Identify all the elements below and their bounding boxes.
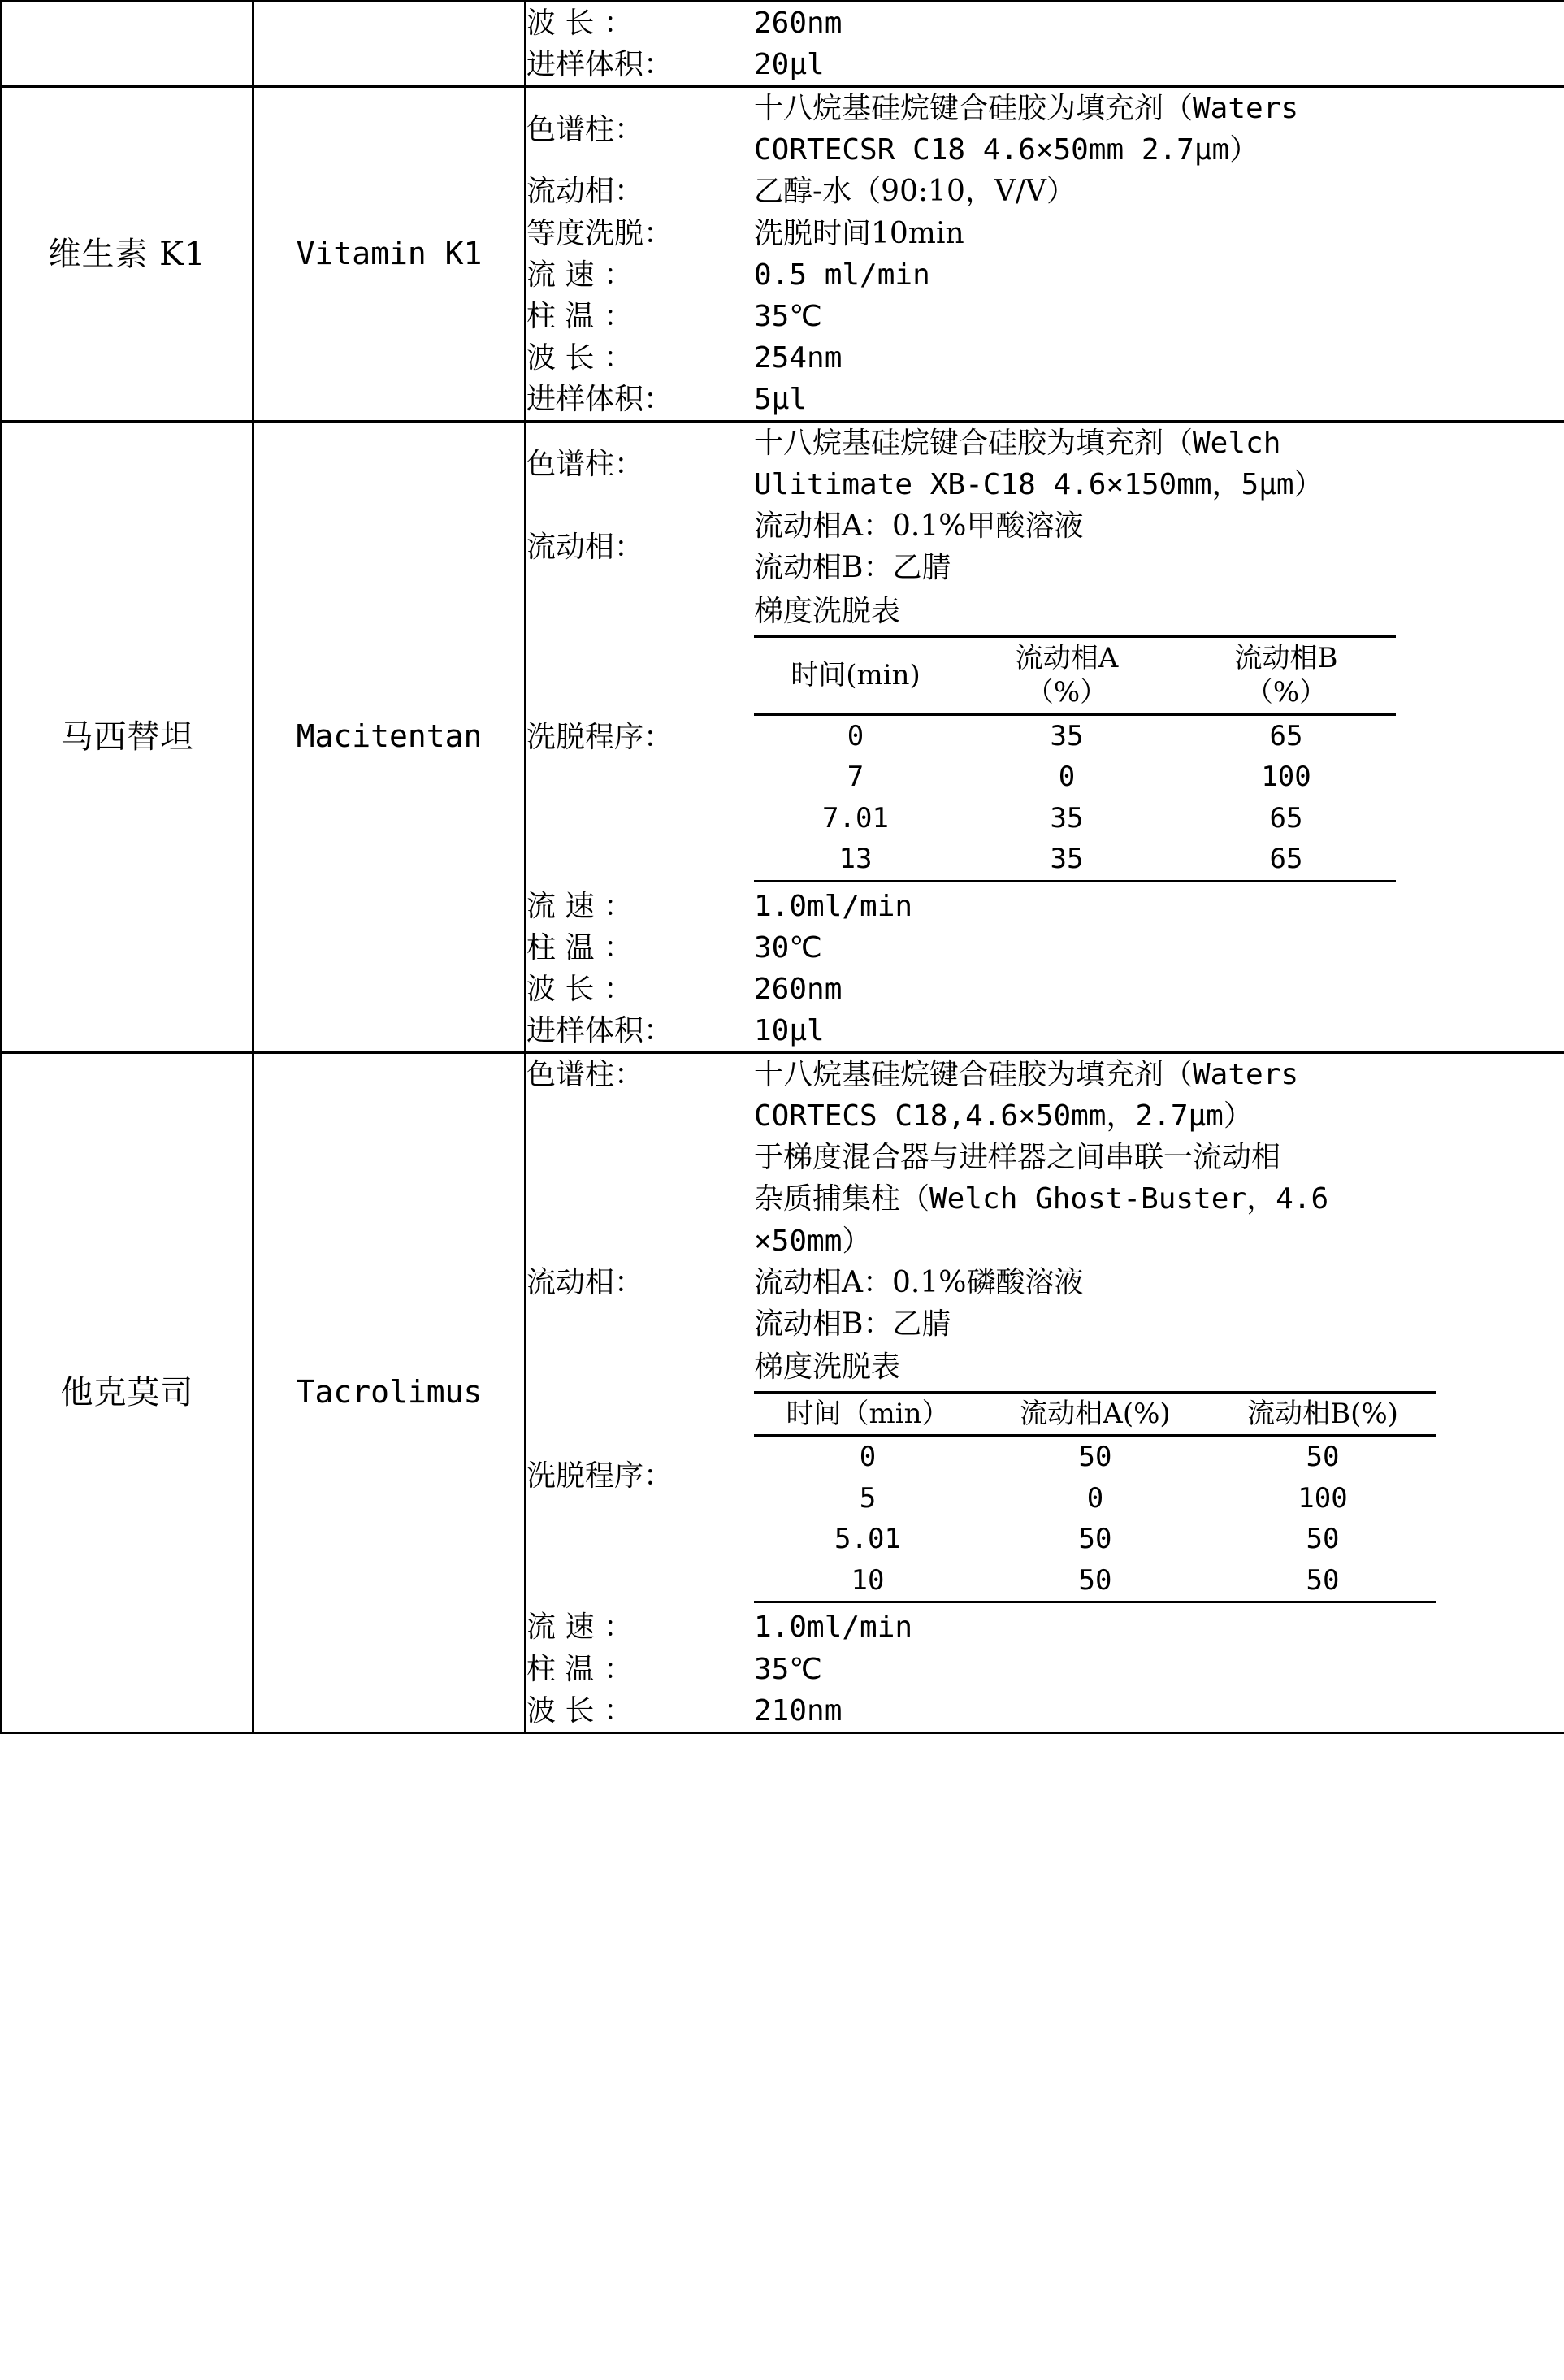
parameter-value-mobile-phase: [754, 1262, 1564, 1345]
drug-name-cn: 他克莫司: [2, 1053, 253, 1733]
value-line: 十八烷基硅烷键合硅胶为填充剂（Waters: [754, 1058, 1299, 1092]
value-line: 十八烷基硅烷键合硅胶为填充剂（Welch: [754, 427, 1281, 461]
parameter-row: [526, 589, 1564, 886]
table-row: [2, 87, 1564, 422]
gradient-cell-time: 13: [754, 839, 957, 881]
parameter-list: [526, 423, 1564, 1051]
value-line: Ulitimate XB-C18 4.6×150mm，5μm）: [754, 468, 1324, 502]
gradient-data-row: [754, 1436, 1436, 1478]
gradient-cell-time: 7: [847, 761, 864, 794]
gradient-table-title: 梯度洗脱表: [754, 594, 901, 628]
parameter-row: [526, 254, 1564, 296]
parameter-label-column-temp: 柱 温 ：: [526, 299, 633, 333]
parameter-value-column: [754, 88, 1564, 171]
conditions-cell: [526, 1053, 1564, 1733]
parameter-value-injection-volume: 10μl: [754, 1013, 825, 1047]
gradient-cell-b: 50: [1209, 1560, 1436, 1602]
parameter-label-elution-program: 洗脱程序：: [526, 720, 674, 754]
gradient-section: [754, 589, 1564, 886]
table-row: [2, 1053, 1564, 1733]
conditions-cell: [526, 422, 1564, 1053]
value-line: 十八烷基硅烷键合硅胶为填充剂（Waters: [754, 92, 1299, 126]
parameter-list: [526, 1054, 1564, 1732]
parameter-label-mobile-phase: 流动相：: [526, 175, 644, 209]
value-line: 于梯度混合器与进样器之间串联一流动相: [754, 1141, 1281, 1175]
parameter-row: [526, 927, 1564, 969]
conditions-cell: [526, 87, 1564, 422]
gradient-cell-a: 0: [1086, 1481, 1104, 1515]
parameter-label-injection-volume: 进样体积：: [526, 48, 674, 82]
parameter-value-flow-rate: 0.5 ml/min: [754, 258, 930, 292]
parameter-label-wavelength: 波 长 ：: [526, 7, 633, 40]
parameter-label-column-temp: 柱 温 ：: [526, 930, 633, 965]
gradient-cell-time: 0: [847, 719, 864, 752]
parameter-row: [526, 886, 1564, 927]
parameter-label-flow-rate: 流 速 ：: [526, 258, 633, 292]
gradient-header-row: [754, 1392, 1436, 1436]
parameter-label-injection-volume: 进样体积：: [526, 382, 674, 416]
parameter-list: [526, 2, 1564, 85]
parameter-row: [526, 1606, 1564, 1648]
parameter-row: [526, 2, 1564, 44]
parameter-row: [526, 296, 1564, 337]
parameter-label-flow-rate: 流 速 ：: [526, 1611, 633, 1645]
parameter-value-wavelength: 254nm: [754, 340, 843, 375]
drug-name-en: Vitamin K1: [253, 87, 526, 422]
parameter-row: [526, 1262, 1564, 1345]
gradient-data-row: [754, 798, 1396, 839]
value-line: 杂质捕集柱（Welch Ghost-Buster，4.6: [754, 1182, 1329, 1216]
gradient-elution-table: [754, 635, 1396, 882]
gradient-header-phase-a: 流动相A(%): [981, 1392, 1209, 1436]
drug-name-en: [253, 2, 526, 87]
parameter-value-column-temp: 35℃: [754, 1652, 822, 1686]
parameter-list: [526, 88, 1564, 420]
gradient-header-row: [754, 636, 1396, 714]
parameter-label-flow-rate: 流 速 ：: [526, 889, 633, 923]
gradient-cell-b: 100: [1298, 1481, 1348, 1515]
header-line: 流动相A: [1015, 641, 1119, 674]
parameter-label-mobile-phase: 流动相：: [526, 530, 644, 564]
gradient-cell-a: 0: [1058, 761, 1076, 794]
gradient-cell-a: 50: [981, 1560, 1209, 1602]
gradient-data-row: [754, 1519, 1436, 1560]
parameter-label-isocratic: 等度洗脱：: [526, 216, 674, 250]
parameter-row: [526, 1345, 1564, 1607]
parameter-value-isocratic: 洗脱时间10min: [754, 216, 964, 250]
parameter-label-wavelength: 波 长 ：: [526, 1693, 633, 1728]
gradient-cell-b: 65: [1269, 719, 1303, 752]
header-line: 时间(min): [791, 658, 921, 691]
gradient-cell-b: 100: [1261, 761, 1311, 794]
gradient-header-time: [754, 636, 957, 714]
gradient-data-row: [754, 1478, 1436, 1519]
parameter-label-elution-program: 洗脱程序：: [526, 1459, 674, 1493]
gradient-data-row: [754, 839, 1396, 881]
parameter-row: [526, 423, 1564, 505]
parameter-row: [526, 1690, 1564, 1732]
parameter-row: [526, 1010, 1564, 1051]
parameter-row: [526, 171, 1564, 212]
drug-name-cn: 维生素 K1: [2, 87, 253, 422]
header-line: 流动相B: [1234, 641, 1338, 674]
gradient-cell-time: 5.01: [834, 1523, 901, 1556]
value-line: 流动相B：乙腈: [754, 1307, 951, 1341]
drug-name-en: Tacrolimus: [253, 1053, 526, 1733]
gradient-data-row: [754, 1560, 1436, 1602]
table-row: [2, 2, 1564, 87]
parameter-value-wavelength: 260nm: [754, 7, 843, 40]
parameter-value-wavelength: 260nm: [754, 972, 843, 1006]
parameter-row: [526, 1649, 1564, 1690]
gradient-cell-a: 50: [1078, 1523, 1112, 1556]
parameter-value-injection-volume: 5μl: [754, 382, 808, 416]
parameter-value-flow-rate: 1.0ml/min: [754, 1611, 913, 1645]
parameter-label-column: 色谱柱：: [526, 112, 644, 146]
drug-name-en: Macitentan: [253, 422, 526, 1053]
gradient-cell-a: 35: [1050, 801, 1084, 835]
parameter-row: [526, 1054, 1564, 1262]
gradient-cell-time: 0: [859, 1441, 877, 1474]
parameter-row: [526, 505, 1564, 588]
gradient-table-title: 梯度洗脱表: [754, 1350, 901, 1384]
header-line: （%）: [1245, 676, 1328, 709]
parameter-value-mobile-phase: [754, 505, 1564, 588]
parameter-row: [526, 88, 1564, 171]
gradient-elution-table: [754, 1391, 1436, 1604]
parameter-value-column: [754, 1054, 1564, 1262]
value-line: CORTECSR C18 4.6×50mm 2.7μm）: [754, 133, 1259, 167]
parameter-value-flow-rate: 1.0ml/min: [754, 889, 913, 923]
gradient-header-phase-b: 流动相B(%): [1209, 1392, 1436, 1436]
parameter-label-mobile-phase: 流动相：: [526, 1265, 644, 1299]
gradient-data-row: [754, 756, 1396, 798]
value-line: ×50mm）: [754, 1224, 872, 1258]
table-row: [2, 422, 1564, 1053]
header-line: （%）: [1025, 676, 1108, 709]
parameter-label-wavelength: 波 长 ：: [526, 972, 633, 1006]
drug-name-cn: [2, 2, 253, 87]
value-line: 流动相B：乙腈: [754, 551, 951, 585]
parameter-row: [526, 337, 1564, 379]
parameter-value-wavelength: 210nm: [754, 1693, 843, 1728]
parameter-row: [526, 379, 1564, 420]
drug-name-cn: 马西替坦: [2, 422, 253, 1053]
gradient-cell-time: 7.01: [822, 801, 889, 835]
parameter-row: [526, 44, 1564, 85]
parameter-label-injection-volume: 进样体积：: [526, 1013, 674, 1047]
parameter-label-column: 色谱柱：: [526, 447, 644, 481]
gradient-cell-b: 50: [1306, 1523, 1340, 1556]
gradient-cell-a: 35: [957, 839, 1176, 881]
parameter-row: [526, 969, 1564, 1010]
gradient-header-phase-b: [1176, 636, 1396, 714]
gradient-cell-b: 65: [1176, 839, 1396, 881]
parameter-label-column: 色谱柱：: [526, 1058, 644, 1092]
value-line: 流动相A：0.1%磷酸溶液: [754, 1265, 1084, 1299]
gradient-cell-b: 65: [1269, 801, 1303, 835]
parameter-value-column-temp: 30℃: [754, 930, 822, 965]
parameter-label-wavelength: 波 长 ：: [526, 340, 633, 375]
gradient-cell-time: 5: [859, 1481, 877, 1515]
value-line: CORTECS C18,4.6×50mm，2.7μm）: [754, 1099, 1253, 1134]
gradient-data-row: [754, 714, 1396, 756]
gradient-cell-b: 50: [1306, 1441, 1340, 1474]
parameter-label-column-temp: 柱 温 ：: [526, 1652, 633, 1686]
gradient-header-phase-a: [957, 636, 1176, 714]
parameter-value-column: [754, 423, 1564, 505]
parameter-value-injection-volume: 20μl: [754, 48, 825, 82]
value-line: 流动相A：0.1%甲酸溶液: [754, 509, 1084, 544]
conditions-cell: [526, 2, 1564, 87]
parameter-row: [526, 213, 1564, 254]
gradient-header-time: 时间（min）: [754, 1392, 981, 1436]
gradient-section: [754, 1345, 1564, 1607]
parameter-value-mobile-phase: 乙醇-水（90:10，V/V）: [754, 175, 1077, 209]
gradient-cell-a: 35: [1050, 719, 1084, 752]
gradient-cell-time: 10: [754, 1560, 981, 1602]
parameter-value-column-temp: 35℃: [754, 299, 822, 333]
gradient-cell-a: 50: [1078, 1441, 1112, 1474]
